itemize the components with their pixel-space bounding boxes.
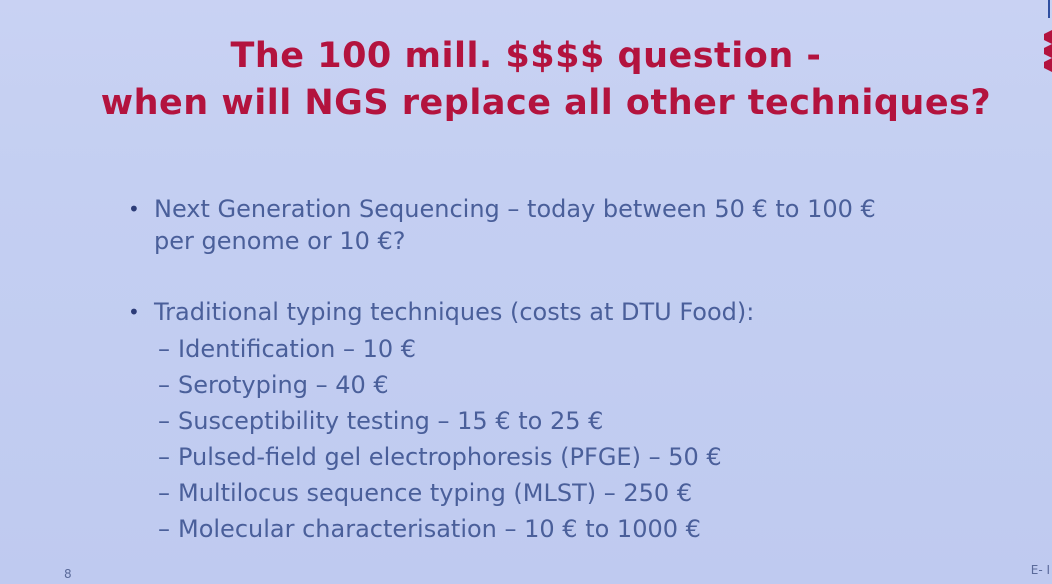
sub-item-pfge [128,439,1008,475]
sub-item-text: Serotyping – 40 € [178,371,389,399]
sub-item-molecular [128,511,1008,547]
bullet-ngs [128,193,1008,257]
sub-dash: – [158,335,170,363]
title-line-2: when will NGS replace all other techniques? [100,83,992,123]
sub-item-text: Pulsed-field gel electrophoresis (PFGE) – 50 € [178,443,722,471]
bullet-traditional-text: Traditional typing techniques (costs at DTU Food): [154,298,755,326]
page-number: 8 [64,567,72,581]
sub-item-mlst [128,475,1008,511]
sub-item-serotyping [128,367,1008,403]
sub-dash: – [158,443,170,471]
sub-item-text: Identification – 10 € [178,335,417,363]
sub-dash: – [158,371,170,399]
bullet-dot: • [128,197,140,221]
sub-item-text: Multilocus sequence typing (MLST) – 250 € [178,479,693,507]
bullet-traditional [128,296,1008,328]
bullet-dot: • [128,300,140,324]
slide-title [0,33,1052,127]
sub-item-text: Susceptibility testing – 15 € to 25 € [178,407,604,435]
sub-dash: – [158,479,170,507]
sub-dash: – [158,515,170,543]
bullet-ngs-line-2: per genome or 10 €? [154,227,406,255]
bullet-ngs-line-1: Next Generation Sequencing – today between 50 € to 100 € [154,195,876,223]
corner-text: E- I [1030,563,1050,577]
edge-line-decoration [1048,0,1050,18]
sub-item-text: Molecular characterisation – 10 € to 1000 € [178,515,701,543]
sub-item-identification [128,331,1008,367]
sub-item-susceptibility [128,403,1008,439]
bullet-list [128,193,1008,547]
sub-bullet-list [128,331,1008,547]
sub-dash: – [158,407,170,435]
title-line-1: The 100 mill. $$$$ question - [230,36,822,76]
